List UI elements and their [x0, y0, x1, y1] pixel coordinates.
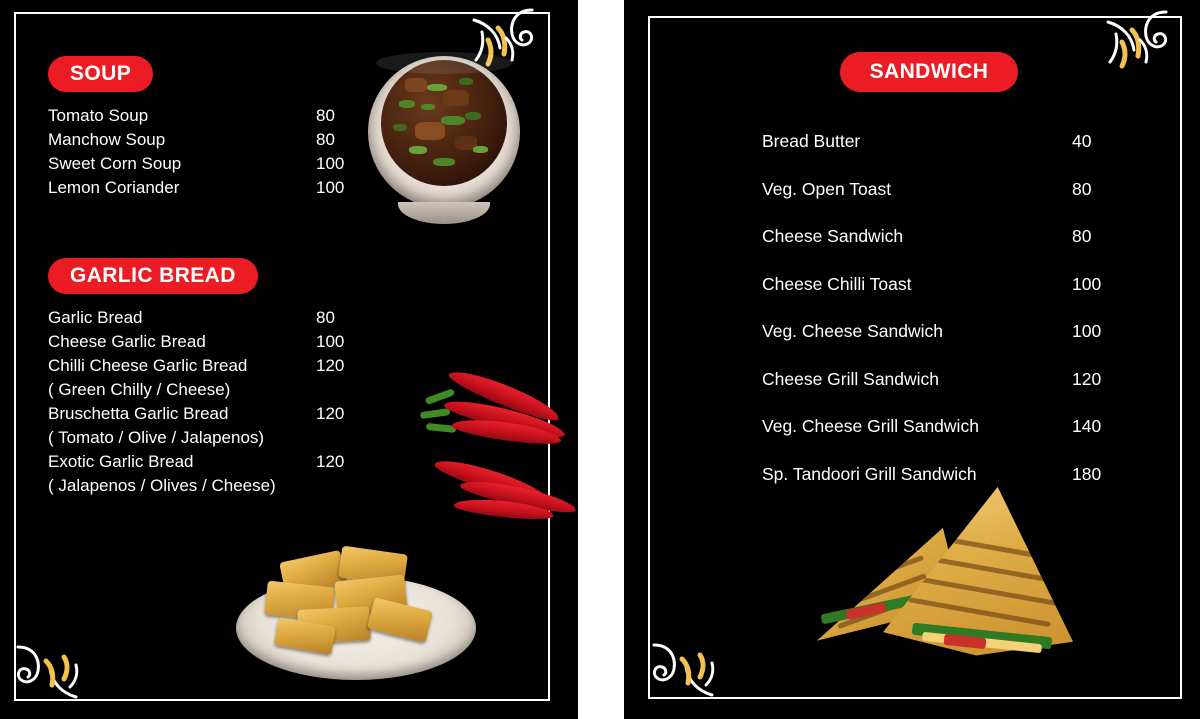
item-name: Veg. Open Toast	[762, 178, 892, 199]
item-price: 100	[316, 154, 345, 173]
item-description: ( Green Chilly / Cheese)	[48, 380, 231, 399]
item-description: ( Jalapenos / Olives / Cheese)	[48, 476, 276, 495]
section-soup	[48, 56, 376, 200]
item-price: 100	[316, 178, 345, 197]
bowl-rim-highlight	[376, 52, 512, 74]
item-name: Tomato Soup	[48, 106, 149, 125]
item-name: Lemon Coriander	[48, 178, 180, 197]
section-title-sandwich: SANDWICH	[840, 52, 1019, 92]
list-item	[762, 356, 1142, 404]
list-item	[762, 403, 1142, 451]
item-name: Chilli Cheese Garlic Bread	[48, 356, 248, 375]
section-title-soup: SOUP	[48, 56, 153, 92]
list-item	[762, 213, 1142, 261]
list-item	[48, 402, 376, 426]
item-name: Sweet Corn Soup	[48, 154, 182, 173]
garlic-bread-item-list	[48, 306, 376, 498]
item-price: 80	[316, 106, 335, 125]
list-item	[48, 152, 376, 176]
grilled-sandwich-photo	[794, 480, 1124, 680]
section-sandwich	[734, 52, 1142, 498]
item-name: Exotic Garlic Bread	[48, 452, 194, 471]
item-price: 100	[1072, 321, 1102, 341]
list-item	[762, 118, 1142, 166]
ornament-icon	[642, 631, 732, 711]
item-price: 120	[1072, 368, 1102, 389]
list-item	[48, 104, 376, 128]
sandwich-item-list	[762, 118, 1142, 498]
item-name: Manchow Soup	[48, 130, 166, 149]
item-name: Veg. Cheese Grill Sandwich	[762, 416, 979, 436]
right-menu-panel	[624, 0, 1200, 719]
item-price: 80	[1072, 226, 1092, 246]
soup-bowl-photo	[368, 48, 520, 226]
item-name: Bruschetta Garlic Bread	[48, 404, 229, 423]
item-price: 100	[1072, 273, 1102, 294]
item-price: 80	[1072, 178, 1092, 199]
item-name: Cheese Grill Sandwich	[762, 368, 940, 389]
ornament-icon	[6, 633, 96, 713]
item-price: 120	[316, 452, 345, 471]
item-name: Veg. Cheese Sandwich	[762, 321, 943, 341]
list-item	[48, 450, 376, 474]
item-price: 180	[1072, 463, 1102, 484]
item-price: 120	[316, 356, 345, 375]
soup-item-list	[48, 104, 376, 200]
section-garlic-bread	[48, 258, 376, 498]
list-item	[48, 330, 376, 354]
item-price: 80	[316, 308, 335, 327]
list-item	[48, 354, 376, 378]
list-item	[762, 308, 1142, 356]
item-name: Bread Butter	[762, 131, 861, 151]
item-price: 100	[316, 332, 345, 351]
list-item	[48, 128, 376, 152]
chilli-stem	[420, 408, 451, 419]
list-item	[48, 306, 376, 330]
red-chillies-photo	[418, 352, 578, 542]
item-price: 140	[1072, 416, 1102, 436]
sandwich-title-wrap	[734, 52, 1124, 92]
item-name: Cheese Garlic Bread	[48, 332, 206, 351]
garlic-bread-plate-photo	[236, 548, 476, 680]
section-title-garlic-bread: GARLIC BREAD	[48, 258, 258, 294]
bowl-base	[398, 202, 490, 224]
item-name: Garlic Bread	[48, 308, 143, 327]
list-item	[762, 261, 1142, 309]
soup-liquid	[381, 60, 507, 186]
item-name: Sp. Tandoori Grill Sandwich	[762, 463, 977, 484]
left-menu-panel	[0, 0, 578, 719]
item-name: Cheese Sandwich	[762, 226, 904, 246]
item-price: 80	[316, 130, 335, 149]
item-price: 40	[1072, 131, 1092, 151]
list-item	[48, 176, 376, 200]
item-description: ( Tomato / Olive / Jalapenos)	[48, 428, 265, 447]
list-item	[762, 166, 1142, 214]
item-price: 120	[316, 404, 345, 423]
item-name: Cheese Chilli Toast	[762, 273, 912, 294]
